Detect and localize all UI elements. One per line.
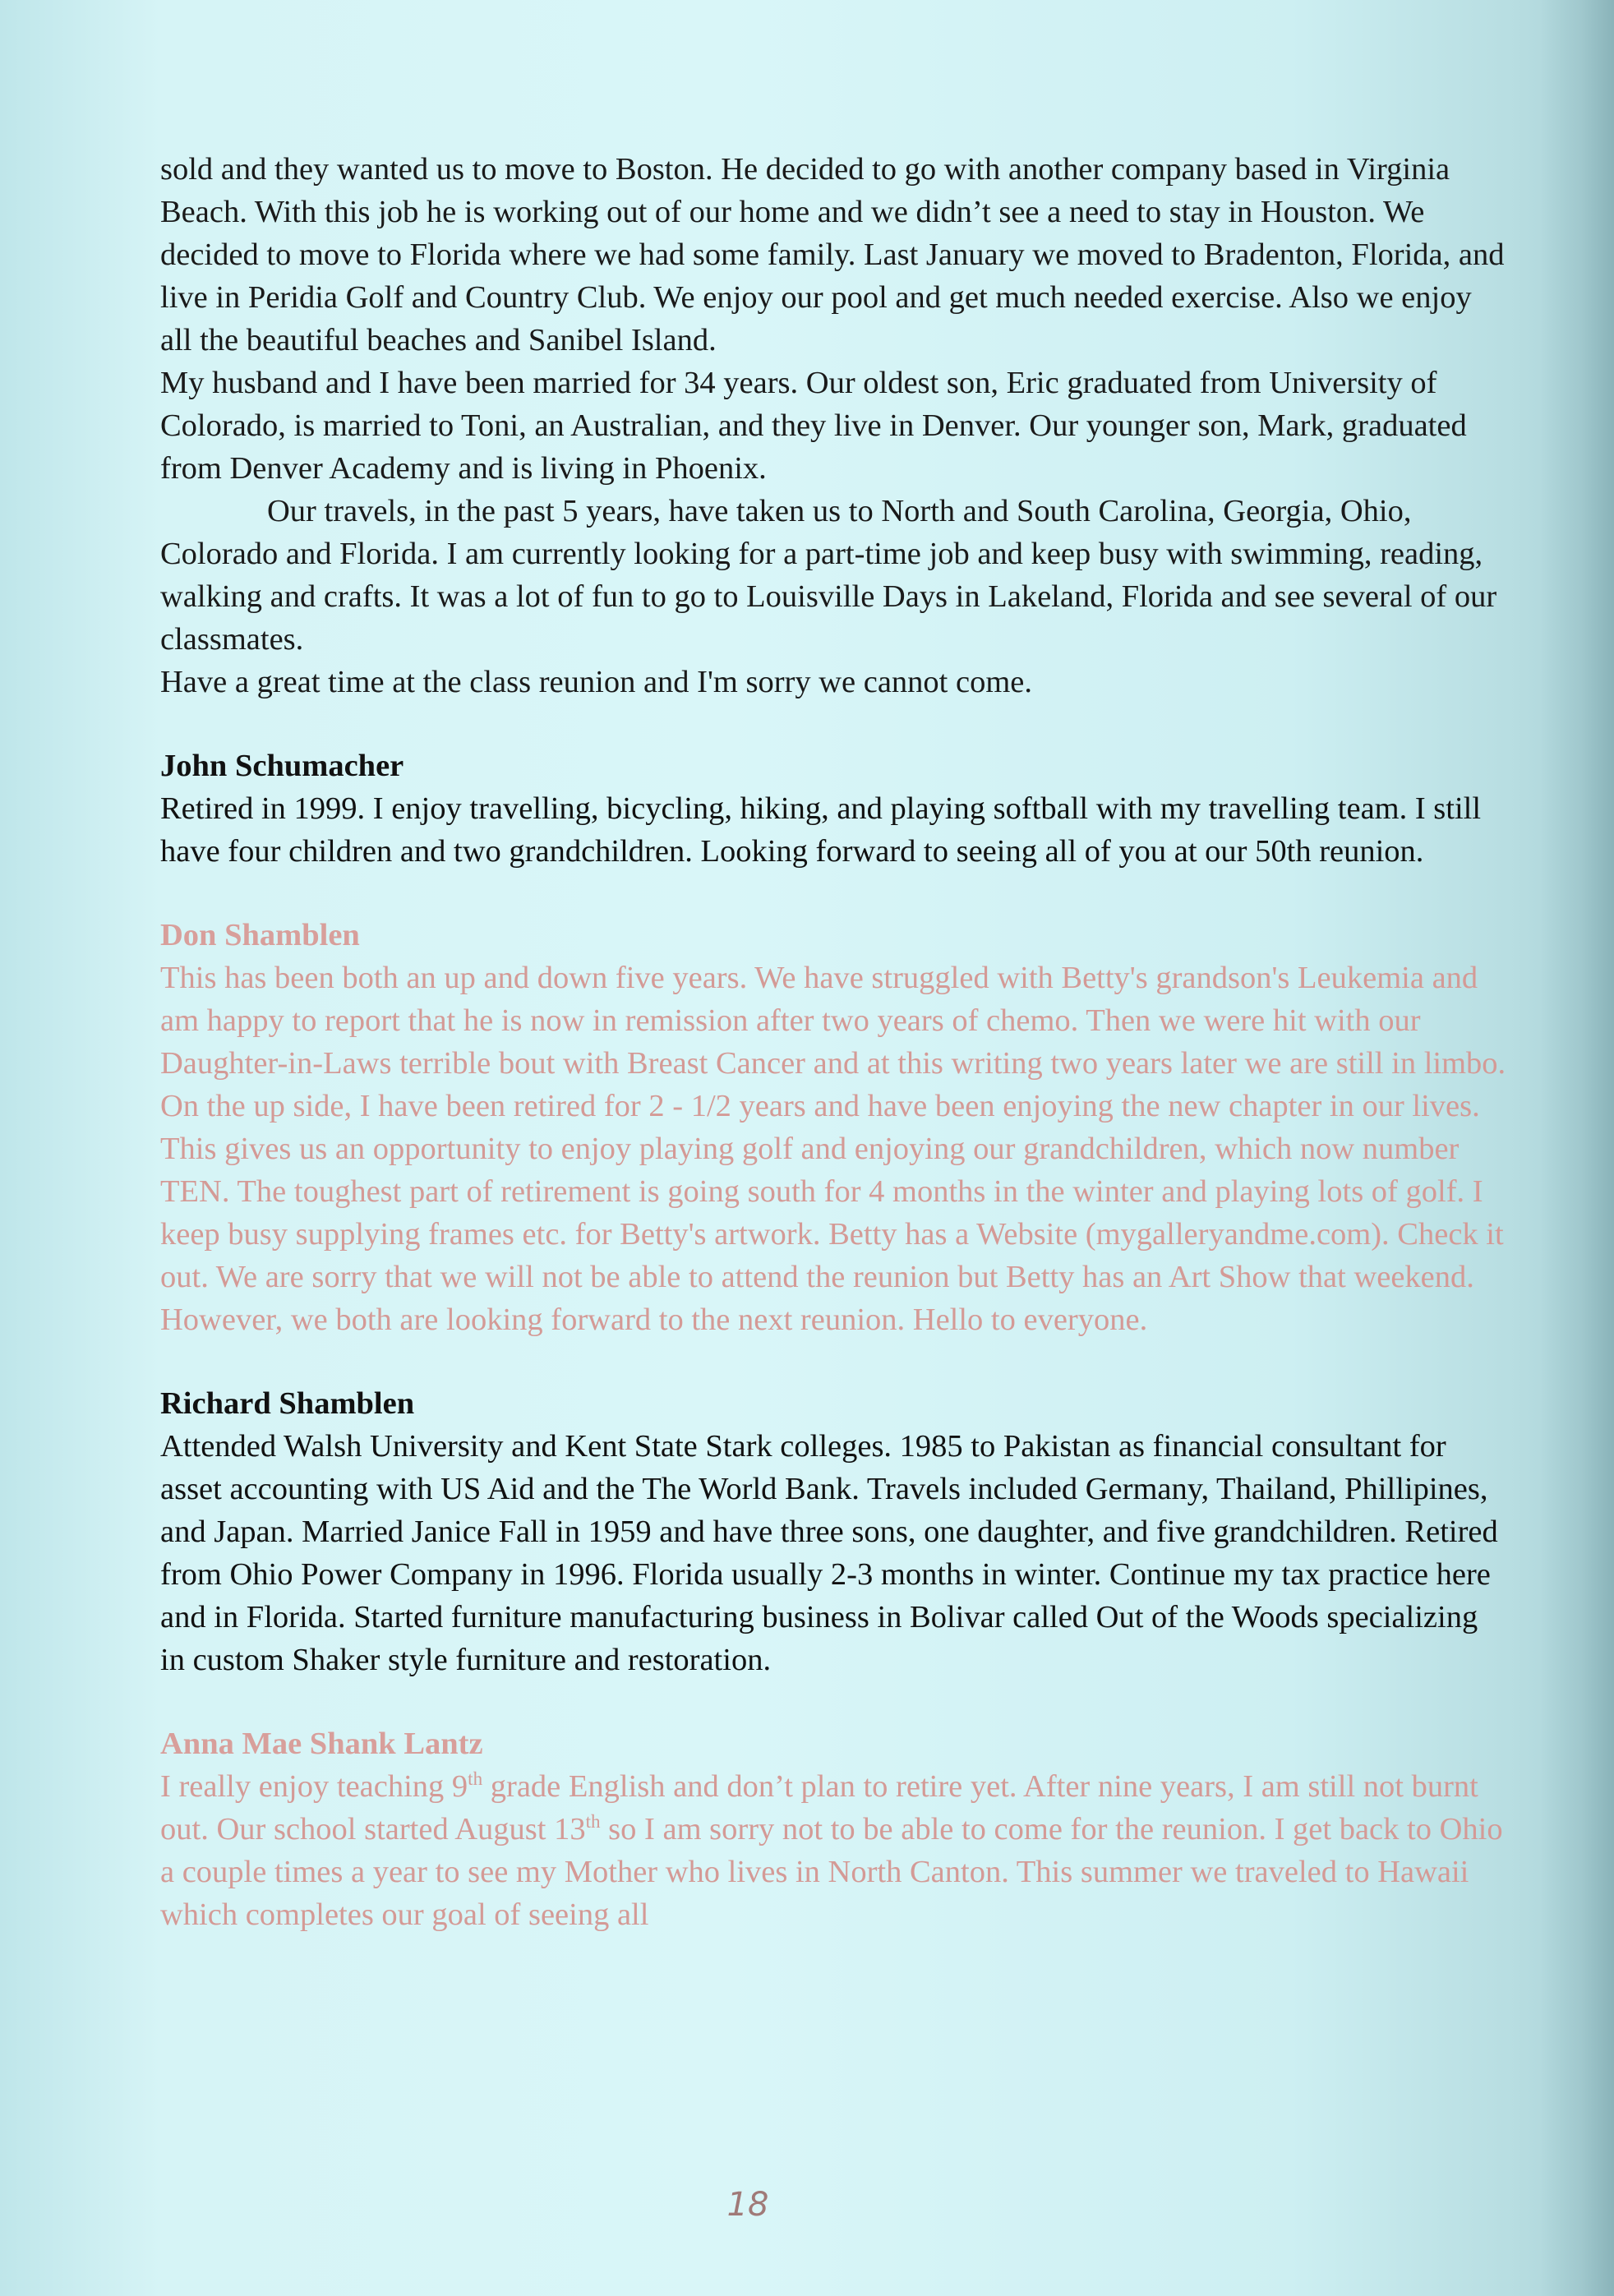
page-edge-shadow — [1540, 0, 1614, 2296]
entry-text — [160, 1765, 1508, 1936]
entry-name: Richard Shamblen — [160, 1386, 415, 1421]
entry-john-schumacher — [160, 745, 1508, 873]
intro-paragraph-3: Our travels, in the past 5 years, have taken us to North and South Carolina, Georgia, Ohio, Colorado and Florida. I am currently looking for a part-time job and keep busy with swimming, reading, walking and crafts. It was a lot of fun to go to Louisville Days in Lakeland, Florida and see several of our classmates. — [160, 494, 1497, 657]
entry-text: Retired in 1999. I enjoy travelling, bicycling, hiking, and playing softball with my travelling team. I still have four children and two grandchildren. Looking forward to seeing all of you at our 50th reunion. — [160, 791, 1482, 869]
entry-text-part: grade English and don’t plan to retire yet. After nine years, I am still not burnt out. Our school started August 13 — [160, 1769, 1478, 1846]
ordinal-suffix: th — [585, 1810, 601, 1833]
intro-paragraph-1: sold and they wanted us to move to Boston. He decided to go with another company based in Virginia Beach. With this job he is working out of our home and we didn’t see a need to stay in Houston. We decided to move to Florida where we had some family. Last January we moved to Bradenton, Florida, and live in Peridia Golf and Country Club. We enjoy our pool and get much needed exercise. Also we enjoy all the beautiful beaches and Sanibel Island. — [160, 152, 1505, 357]
entry-name: John Schumacher — [160, 749, 404, 783]
entry-text-part: so I am sorry not to be able to come for the reunion. I get back to Ohio a couple times a year to see my Mother who lives in North Canton. This summer we traveled to Hawaii which completes our goal of seeing all — [160, 1812, 1503, 1932]
ordinal-suffix: th — [468, 1768, 483, 1790]
page-number: 18 — [726, 2186, 769, 2224]
entry-name: Anna Mae Shank Lantz — [160, 1727, 483, 1761]
intro-paragraph-2: My husband and I have been married for 34 years. Our oldest son, Eric graduated from University of Colorado, is married to Toni, an Australian, and they live in Denver. Our younger son, Mark, graduated from Denver Academy and is living in Phoenix. — [160, 366, 1467, 486]
entry-text: This has been both an up and down five years. We have struggled with Betty's grandson's Leukemia and am happy to report that he is now in remission after two years of chemo. Then we were hit with our Daughter-in-Laws terrible bout with Breast Cancer and at this writing two years later we are still in limbo. On the up side, I have been retired for 2 - 1/2 years and have been enjoying the new chapter in our lives. This gives us an opportunity to enjoy playing golf and enjoying our grandchildren, which now number TEN. The toughest part of retirement is going south for 4 months in the winter and playing lots of golf. I keep busy supplying frames etc. for Betty's artwork. Betty has a Website (mygalleryandme.com). Check it out. We are sorry that we will not be able to attend the reunion but Betty has an Art Show that weekend. However, we both are looking forward to the next reunion. Hello to everyone. — [160, 961, 1506, 1337]
entry-don-shamblen — [160, 914, 1508, 1341]
entry-text-part: I really enjoy teaching 9 — [160, 1769, 468, 1804]
text-column — [160, 148, 1508, 1936]
intro-paragraph-4: Have a great time at the class reunion and I'm sorry we cannot come. — [160, 665, 1033, 699]
entry-name: Don Shamblen — [160, 918, 360, 952]
entry-anna-mae-shank-lantz — [160, 1722, 1508, 1936]
entry-text: Attended Walsh University and Kent State Stark colleges. 1985 to Pakistan as financial consultant for asset accounting with US Aid and the The World Bank. Travels included Germany, Thailand, Phillipines, and Japan. Married Janice Fall in 1959 and have three sons, one daughter, and five grandchildren. Retired from Ohio Power Company in 1996. Florida usually 2-3 months in winter. Continue my tax practice here and in Florida. Started furniture manufacturing business in Bolivar called Out of the Woods specializing in custom Shaker style furniture and restoration. — [160, 1429, 1498, 1677]
entry-richard-shamblen — [160, 1382, 1508, 1681]
